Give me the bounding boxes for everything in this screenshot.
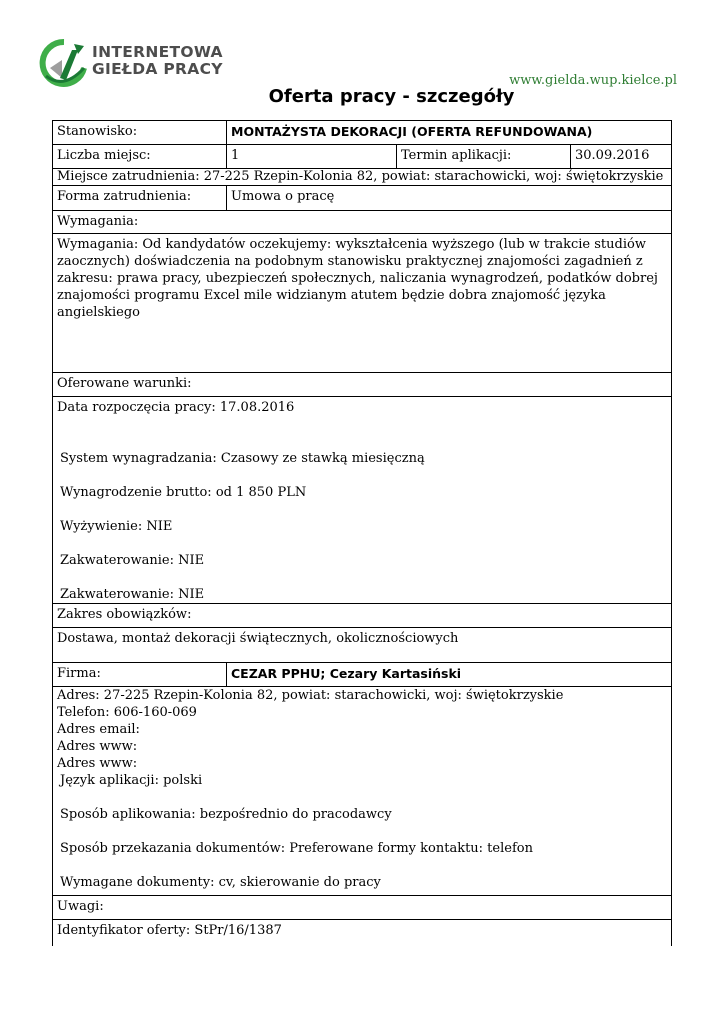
logo-line-1: INTERNETOWA xyxy=(92,43,223,61)
page-title: Oferta pracy - szczegóły xyxy=(268,86,515,107)
duties-label: Zakres obowiązków: xyxy=(52,603,672,627)
gross-salary: Wynagrodzenie brutto: od 1 850 PLN xyxy=(60,485,307,500)
document-delivery: Sposób przekazania dokumentów: Preferowane formy kontaktu: telefon xyxy=(60,841,533,856)
application-language: Język aplikacji: polski xyxy=(60,773,203,788)
requirements-text: Wymagania: Od kandydatów oczekujemy: wykształcenia wyższego (lub w trakcie studiów zaocznych) doświadczenia na podobnym stanowisku praktycznej znajomości zagadnień z zakresu: prawa pracy, ubezpieczeń społecznych, naliczania wynagrodzeń, podatków dobrej znajomości programu Excel mile widzianym atutem będzie dobra znajomość języka angielskiego xyxy=(52,233,672,372)
pay-system: System wynagradzania: Czasowy ze stawką miesięczną xyxy=(60,451,425,466)
logo-icon xyxy=(38,38,90,88)
company-phone: Telefon: 606-160-069 xyxy=(57,705,197,720)
employment-form-label: Forma zatrudnienia: xyxy=(52,185,226,210)
location: Miejsce zatrudnienia: 27-225 Rzepin-Kolonia 82, powiat: starachowicki, woj: świętokrzyskie xyxy=(52,168,672,185)
company-address: Adres: 27-225 Rzepin-Kolonia 82, powiat: starachowicki, woj: świętokrzyskie xyxy=(57,688,564,703)
employment-form-value: Umowa o pracę xyxy=(226,185,672,210)
deadline-value: 30.09.2016 xyxy=(570,144,672,168)
deadline-label: Termin aplikacji: xyxy=(396,144,570,168)
accommodation-2: Zakwaterowanie: NIE xyxy=(60,587,205,602)
position-value: MONTAŻYSTA DEKORACJI (OFERTA REFUNDOWANA) xyxy=(226,120,672,144)
accommodation-1: Zakwaterowanie: NIE xyxy=(60,553,205,568)
seats-label: Liczba miejsc: xyxy=(52,144,226,168)
logo-text xyxy=(92,44,223,78)
conditions-label: Oferowane warunki: xyxy=(52,372,672,396)
offer-id: Identyfikator oferty: StPr/16/1387 xyxy=(52,919,672,946)
company-label: Firma: xyxy=(52,662,226,686)
requirements-label: Wymagania: xyxy=(52,210,672,233)
duties-text: Dostawa, montaż dekoracji świątecznych, okolicznościowych xyxy=(52,627,672,662)
offer-table xyxy=(52,120,672,946)
company-email: Adres email: xyxy=(57,722,140,737)
company-details xyxy=(52,686,672,895)
company-name: CEZAR PPHU; Cezary Kartasiński xyxy=(226,662,672,686)
company-www-1: Adres www: xyxy=(57,739,138,754)
logo-line-2: GIEŁDA PRACY xyxy=(92,60,223,78)
required-documents: Wymagane dokumenty: cv, skierowanie do pracy xyxy=(60,875,381,890)
site-url[interactable]: www.gielda.wup.kielce.pl xyxy=(509,73,677,88)
seats-value: 1 xyxy=(226,144,396,168)
position-label: Stanowisko: xyxy=(52,120,226,144)
logo xyxy=(38,38,228,88)
conditions-block xyxy=(52,396,672,603)
company-www-2: Adres www: xyxy=(57,756,138,771)
meals: Wyżywienie: NIE xyxy=(60,519,173,534)
application-method: Sposób aplikowania: bezpośrednio do pracodawcy xyxy=(60,807,392,822)
start-date: Data rozpoczęcia pracy: 17.08.2016 xyxy=(57,400,295,415)
notes-label: Uwagi: xyxy=(52,895,672,919)
